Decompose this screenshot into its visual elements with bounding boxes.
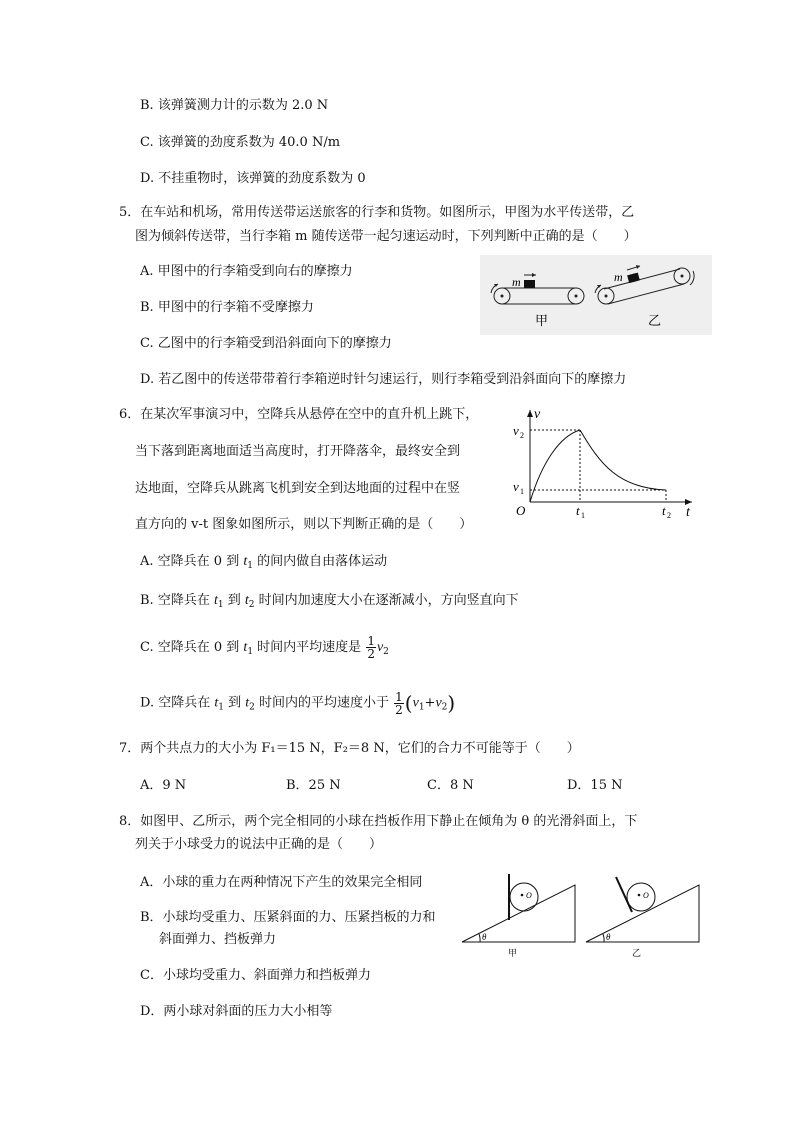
v2-subscript: 2: [520, 431, 524, 440]
q5-stem-line2: 图为倾斜传送带，当行李箱 m 随传送带一起匀速运动时，下列判断中正确的是（ ）: [135, 229, 637, 244]
q7-option-a: A．9 N: [140, 778, 187, 793]
sub-2: 2: [248, 600, 255, 610]
mass-label-left: m: [512, 275, 521, 289]
q6-vt-graph: [508, 404, 702, 520]
figure-label-yi: 乙: [632, 949, 642, 959]
t-var: t: [213, 593, 218, 608]
fraction-half: $\frac{1}{2}$: [367, 634, 375, 661]
ball-label-yi: O: [643, 891, 649, 900]
sub-1: 1: [218, 702, 224, 713]
q8-option-c: C．小球均受重力、斜面弹力和挡板弹力: [140, 968, 371, 983]
t-var: t: [214, 695, 219, 711]
q7-option-d: D．15 N: [567, 778, 623, 793]
q6-option-b: [140, 592, 519, 614]
figure-label-jia: 甲: [535, 314, 549, 329]
q6-b-mid: 到: [223, 593, 245, 608]
plus-sign: +: [424, 695, 436, 711]
v1-label: v: [513, 479, 519, 494]
t-var: t: [243, 554, 248, 569]
q8-incline-figure: [458, 870, 704, 962]
t2-label: t: [662, 503, 666, 518]
incline-yi: [586, 877, 699, 942]
sub-1: 1: [247, 561, 253, 571]
sub-1: 1: [247, 647, 254, 657]
t-var: t: [244, 593, 249, 608]
q4-option-c: C. 该弹簧的劲度系数为 40.0 N/m: [140, 135, 341, 150]
q6-stem-line2: 当下落到距离地面适当高度时，打开降落伞，最终安全到: [135, 444, 461, 459]
sub-2: 2: [441, 702, 448, 713]
q5-option-d: D. 若乙图中的传送带带着行李箱逆时针匀速运行，则行李箱受到沿斜面向下的摩擦力: [140, 372, 627, 387]
v-var: v: [412, 695, 419, 711]
t2-subscript: 2: [667, 511, 671, 520]
q5-stem-line1: 5．在车站和机场，常用传送带运送旅客的行李和货物。如图所示，甲图为水平传送带，乙: [119, 205, 635, 220]
left-paren: (: [404, 691, 413, 715]
t-axis-label: t: [686, 505, 690, 520]
tilted-board: [616, 877, 632, 912]
q5-option-b: B. 甲图中的行李箱不受摩擦力: [140, 300, 314, 315]
q8-option-b-line1: B．小球均受重力、压紧斜面的力、压紧挡板的力和: [140, 910, 436, 925]
sub-1: 1: [217, 600, 224, 610]
sub-2: 2: [249, 702, 255, 713]
q6-b-pre: B. 空降兵在: [140, 593, 214, 608]
q6-d-mid: 到: [223, 695, 246, 711]
origin-label: O: [516, 503, 526, 518]
q4-option-d: D. 不挂重物时，该弹簧的劲度系数为 0: [140, 171, 366, 186]
t1-label: t: [576, 503, 580, 518]
q8-stem-line2: 列关于小球受力的说法中正确的是（ ）: [135, 837, 383, 852]
v1-subscript: 1: [520, 487, 524, 496]
theta-yi: θ: [606, 932, 611, 942]
incline-jia: [462, 874, 575, 942]
theta-jia: θ: [482, 932, 487, 942]
q7-option-b: B．25 N: [286, 778, 341, 793]
q6-stem-line1: 6．在某次军事演习中，空降兵从悬停在空中的直升机上跳下，: [119, 407, 479, 422]
q6-option-c: [140, 633, 389, 667]
t-var: t: [245, 695, 250, 711]
q6-stem-line4: 直方向的 v-t 图象如图所示，则以下判断正确的是（ ）: [135, 517, 473, 532]
q7-option-c: C．8 N: [427, 778, 474, 793]
v-var: v: [376, 640, 384, 655]
v2-label: v: [513, 423, 519, 438]
sub-1: 1: [418, 702, 425, 713]
accelerating-curve: [530, 430, 580, 502]
q5-option-a: A. 甲图中的行李箱受到向右的摩擦力: [140, 264, 353, 279]
ball-label-jia: O: [526, 891, 532, 900]
q6-d-pre: D. 空降兵在: [140, 695, 215, 711]
q6-b-post: 时间内加速度大小在逐渐减小，方向竖直向下: [254, 593, 519, 608]
figure-background: [480, 255, 712, 335]
q6-a-post: 的间内做自由落体运动: [252, 554, 388, 569]
q4-option-b: B. 该弹簧测力计的示数为 2.0 N: [140, 98, 329, 113]
right-paren: ): [447, 691, 456, 715]
q6-d-post: 时间内的平均速度小于: [254, 695, 394, 711]
sub-2: 2: [383, 647, 389, 657]
t1-subscript: 1: [581, 511, 585, 520]
q6-option-d: [140, 688, 455, 723]
q8-option-d: D．两小球对斜面的压力大小相等: [140, 1004, 333, 1019]
q6-c-pre: C. 空降兵在 0 到: [140, 640, 244, 655]
v-var: v: [435, 695, 442, 711]
decelerating-curve: [580, 430, 666, 490]
luggage-box-left: [524, 280, 535, 288]
ball-yi: [627, 883, 655, 911]
figure-label-jia: 甲: [508, 949, 518, 959]
v-axis-label: v: [534, 407, 541, 422]
q8-option-a: A．小球的重力在两种情况下产生的效果完全相同: [140, 875, 423, 890]
q8-option-b-line2: 斜面弹力、挡板弹力: [159, 932, 277, 947]
q5-conveyor-figure: [480, 255, 712, 335]
q6-stem-line3: 达地面，空降兵从跳离飞机到安全到达地面的过程中在竖: [135, 481, 461, 496]
fraction-half: $\frac{1}{2}$: [395, 689, 403, 717]
figure-label-yi: 乙: [648, 314, 662, 329]
mass-label-right: m: [614, 270, 623, 284]
q8-stem-line1: 8．如图甲、乙所示，两个完全相同的小球在挡板作用下静止在倾角为 θ 的光滑斜面上，下: [119, 814, 638, 829]
ball-jia: [510, 883, 538, 911]
q6-option-a: [140, 553, 387, 575]
q6-a-pre: A. 空降兵在 0 到: [140, 554, 244, 569]
q6-c-post: 时间内平均速度是: [253, 640, 366, 655]
t-var: t: [243, 640, 248, 655]
q7-stem: 7．两个共点力的大小为 F₁＝15 N，F₂＝8 N，它们的合力不可能等于（ ）: [119, 741, 580, 756]
q5-option-c: C. 乙图中的行李箱受到沿斜面向下的摩擦力: [140, 336, 392, 351]
